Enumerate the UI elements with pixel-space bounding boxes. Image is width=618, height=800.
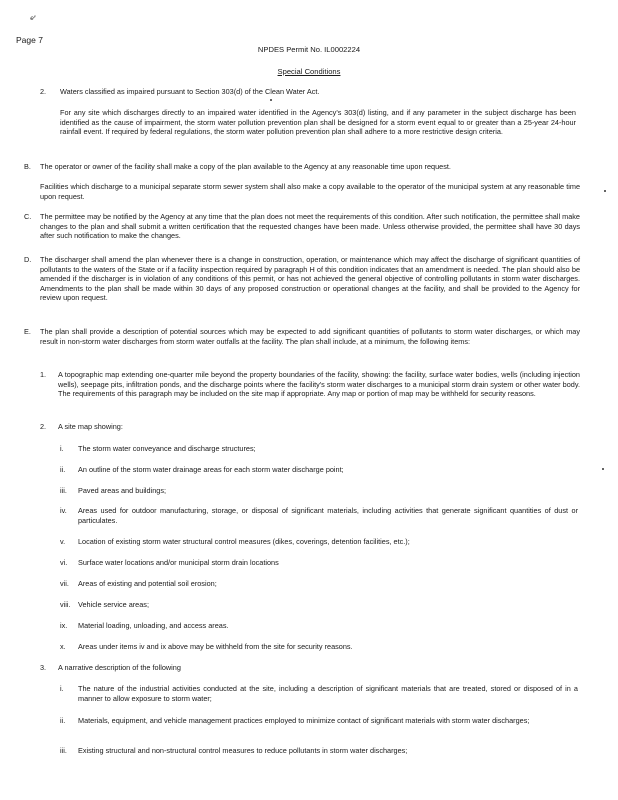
permit-header: NPDES Permit No. IL0002224 [257,45,361,54]
item-number: 2. [40,422,47,431]
section-letter: C. [24,212,32,221]
list-numeral: v. [60,537,66,546]
list-item: The nature of the industrial activities conducted at the site, including a description of significant materials that are treated, stored or disposed of in a manner to allow exposure to storm water; [78,684,578,703]
item-number: 1. [40,370,47,379]
list-item: Areas under items iv and ix above may be withheld from the site for security reasons. [78,642,353,651]
paragraph: The permittee may be notified by the Agency at any time that the plan does not meet the requirements of this condition. After such notification, the permittee shall make changes to the plan and shall submit a written certification that the requested changes have been made. Unless otherwise provided, the permittee shall have 30 days after such notification to make the changes. [40,212,580,241]
list-item: Existing structural and non-structural control measures to reduce pollutants in storm water discharges; [78,746,408,755]
list-item: Paved areas and buildings; [78,486,167,495]
item-number: 3. [40,663,47,672]
list-numeral: ix. [60,621,68,630]
list-numeral: viii. [60,600,71,609]
section-letter: E. [24,327,31,336]
paragraph: Facilities which discharge to a municipal separate storm sewer system shall also make a copy available to the operator of the municipal system at any reasonable time upon request. [40,182,580,201]
list-numeral: ii. [60,465,66,474]
scan-speck [604,190,606,192]
section-letter: D. [24,255,32,264]
page-number: Page 7 [16,35,43,45]
list-heading: A narrative description of the following [58,663,181,672]
list-item: Areas of existing and potential soil erosion; [78,579,217,588]
section-title: Special Conditions [277,67,341,76]
section-letter: B. [24,162,31,171]
list-numeral: ii. [60,716,66,725]
paragraph: The discharger shall amend the plan whenever there is a change in construction, operation, or maintenance which may affect the discharge of significant quantities of pollutants to the waters of the State or if a facility inspection required by paragraph H of this condition indicates that an amendment is needed. The plan should also be amended if the discharger is in violation of any conditions of this permit, or has not achieved the general objective of controlling pollutants in storm water discharges. Amendments to the plan shall be made within 30 days of any proposed construction or operational changes at the facility, and shall be provided to the Agency for review upon request. [40,255,580,303]
list-numeral: iii. [60,486,67,495]
list-item: The storm water conveyance and discharge structures; [78,444,256,453]
list-item: Materials, equipment, and vehicle management practices employed to minimize contact of significant materials with storm water discharges; [78,716,530,725]
paragraph: The plan shall provide a description of potential sources which may be expected to add significant quantities of pollutants to storm water discharges, or which may result in non-storm water discharges from storm water outfalls at the facility. The plan shall include, at a minimum, the following items: [40,327,580,346]
list-item: Areas used for outdoor manufacturing, storage, or disposal of significant materials, including activities that generate significant quantities of dust or particulates. [78,506,578,525]
list-numeral: vi. [60,558,68,567]
page-mark: ᵉ' [30,14,36,24]
paragraph: A topographic map extending one-quarter mile beyond the property boundaries of the facility, showing: the facility, surface water bodies, wells (including injection wells), seepage pits, infiltration ponds, and the discharge points where the facility's storm water discharges to a municipal storm drain system or other water body. The requirements of this paragraph may be included on the site map if appropriate. Any map or portion of map may be withheld for security reasons. [58,370,580,399]
item-number: 2. [40,87,47,96]
list-numeral: iii. [60,746,67,755]
list-numeral: iv. [60,506,67,515]
list-item: Location of existing storm water structural control measures (dikes, coverings, detention facilities, etc.); [78,537,410,546]
scan-speck [270,99,272,101]
paragraph: For any site which discharges directly to an impaired water identified in the Agency's 303(d) listing, and if any parameter in the subject discharge has been identified as the cause of impairment, the storm water pollution prevention plan shall be designed for a storm event equal to or greater than a 25-year 24-hour rainfall event. If required by federal regulations, the storm water pollution prevention plan shall adhere to a more restrictive design criteria. [60,108,576,137]
list-item: Material loading, unloading, and access areas. [78,621,229,630]
item-heading: Waters classified as impaired pursuant to Section 303(d) of the Clean Water Act. [60,87,320,96]
list-numeral: i. [60,684,64,693]
list-numeral: vii. [60,579,69,588]
list-heading: A site map showing: [58,422,123,431]
list-numeral: x. [60,642,66,651]
list-numeral: i. [60,444,64,453]
scan-speck [602,468,604,470]
paragraph: The operator or owner of the facility shall make a copy of the plan available to the Agency at any reasonable time upon request. [40,162,451,171]
list-item: Vehicle service areas; [78,600,149,609]
list-item: An outline of the storm water drainage areas for each storm water discharge point; [78,465,344,474]
list-item: Surface water locations and/or municipal storm drain locations [78,558,279,567]
